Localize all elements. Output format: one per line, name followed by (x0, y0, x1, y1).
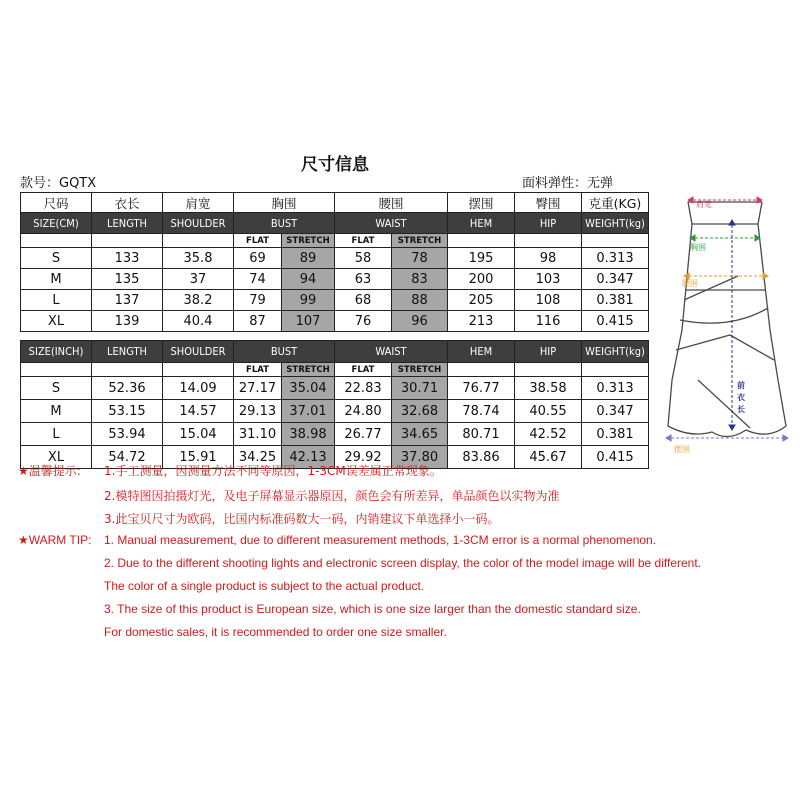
waist-flat-cell: 29.92 (335, 446, 392, 469)
cn-header-cell: 克重(KG) (582, 193, 649, 213)
length-cell: 139 (92, 311, 163, 332)
page-title: 尺寸信息 (301, 155, 369, 175)
shoulder-cell: 14.57 (163, 400, 234, 423)
en-header-cell: WEIGHT(kg) (582, 213, 649, 234)
bust-flat-cell: 74 (234, 269, 282, 290)
length-cell: 133 (92, 248, 163, 269)
shoulder-cell: 15.91 (163, 446, 234, 469)
en-tip-line-3: The color of a single product is subject to the actual product. (104, 579, 425, 593)
hip-cell: 116 (515, 311, 582, 332)
stretch-label: STRETCH (392, 234, 448, 248)
bust-flat-cell: 29.13 (234, 400, 282, 423)
en-header-cell: WAIST (335, 341, 448, 363)
length-cell: 54.72 (92, 446, 163, 469)
waist-flat-cell: 68 (335, 290, 392, 311)
cn-tip-line-2: 2.模特图因拍摄灯光，及电子屏幕显示器原因，颜色会有所差异，单品颜色以实物为准 (104, 489, 560, 503)
hem-cell: 195 (448, 248, 515, 269)
empty-cell (582, 363, 649, 377)
length-cell: 53.15 (92, 400, 163, 423)
hip-cell: 108 (515, 290, 582, 311)
bust-flat-cell: 87 (234, 311, 282, 332)
bust-stretch-cell: 94 (282, 269, 335, 290)
weight-cell: 0.313 (582, 377, 649, 400)
size-cell: M (21, 269, 92, 290)
flat-stretch-row (21, 363, 649, 377)
length-cell: 137 (92, 290, 163, 311)
en-header-row (21, 341, 649, 363)
bust-stretch-cell: 35.04 (282, 377, 335, 400)
dress-measurement-diagram (660, 180, 795, 465)
length-label-3: 长 (737, 405, 745, 414)
bust-measure (690, 235, 760, 241)
bust-flat-cell: 79 (234, 290, 282, 311)
length-cell: 52.36 (92, 377, 163, 400)
waist-label: 腰围 (682, 279, 698, 288)
size-cell: S (21, 248, 92, 269)
shoulder-cell: 40.4 (163, 311, 234, 332)
waist-stretch-cell: 83 (392, 269, 448, 290)
cn-header-cell: 肩宽 (163, 193, 234, 213)
weight-cell: 0.347 (582, 269, 649, 290)
cn-tip-line-1: 1.手工测量，因测量方法不同等原因，1-3CM误差属正常现象。 (104, 464, 442, 478)
cn-tip-line-3: 3.此宝贝尺寸为欧码，比国内标准码数大一码，内销建议下单选择小一码。 (104, 512, 500, 526)
waist-flat-cell: 26.77 (335, 423, 392, 446)
empty-cell (92, 363, 163, 377)
table-row (21, 400, 649, 423)
hip-cell: 42.52 (515, 423, 582, 446)
bust-stretch-cell: 99 (282, 290, 335, 311)
en-header-cell: HEM (448, 213, 515, 234)
shoulder-cell: 37 (163, 269, 234, 290)
empty-cell (21, 363, 92, 377)
cn-header-row (21, 193, 649, 213)
hem-cell: 76.77 (448, 377, 515, 400)
bust-stretch-cell: 42.13 (282, 446, 335, 469)
en-header-cell: BUST (234, 341, 335, 363)
en-header-cell: BUST (234, 213, 335, 234)
hip-cell: 45.67 (515, 446, 582, 469)
length-label-2: 衣 (737, 393, 745, 402)
waist-stretch-cell: 37.80 (392, 446, 448, 469)
shoulder-cell: 14.09 (163, 377, 234, 400)
shoulder-label: 肩宽 (696, 200, 712, 209)
waist-flat-cell: 24.80 (335, 400, 392, 423)
size-cell: XL (21, 311, 92, 332)
stretch-label: STRETCH (392, 363, 448, 377)
shoulder-cell: 38.2 (163, 290, 234, 311)
en-tip-line-4: 3. The size of this product is European size, which is one size larger than the domestic standard size. (104, 602, 641, 616)
bust-stretch-cell: 38.98 (282, 423, 335, 446)
weight-cell: 0.347 (582, 400, 649, 423)
size-cell: L (21, 290, 92, 311)
en-tip-line-2: 2. Due to the different shooting lights and electronic screen display, the color of the model image will be different. (104, 556, 702, 570)
en-header-cell: LENGTH (92, 213, 163, 234)
size-cell: M (21, 400, 92, 423)
empty-cell (515, 363, 582, 377)
empty-cell (163, 234, 234, 248)
hip-cell: 103 (515, 269, 582, 290)
bust-stretch-cell: 89 (282, 248, 335, 269)
flat-stretch-row (21, 234, 649, 248)
bust-label: 胸围 (690, 243, 706, 252)
bust-stretch-cell: 37.01 (282, 400, 335, 423)
en-header-cell: SIZE(CM) (21, 213, 92, 234)
length-measure (729, 220, 735, 430)
hem-cell: 205 (448, 290, 515, 311)
hem-cell: 83.86 (448, 446, 515, 469)
en-header-cell: SHOULDER (163, 213, 234, 234)
empty-cell (163, 363, 234, 377)
bust-flat-cell: 27.17 (234, 377, 282, 400)
length-label-1: 前 (737, 381, 745, 390)
en-header-cell: SIZE(INCH) (21, 341, 92, 363)
flat-label: FLAT (335, 234, 392, 248)
hip-cell: 98 (515, 248, 582, 269)
en-header-cell: HEM (448, 341, 515, 363)
waist-flat-cell: 22.83 (335, 377, 392, 400)
en-header-cell: HIP (515, 213, 582, 234)
size-cell: XL (21, 446, 92, 469)
weight-cell: 0.415 (582, 311, 649, 332)
empty-cell (582, 234, 649, 248)
hem-cell: 200 (448, 269, 515, 290)
hip-cell: 38.58 (515, 377, 582, 400)
en-tip-line-5: For domestic sales, it is recommended to order one size smaller. (104, 625, 447, 639)
en-header-cell: WAIST (335, 213, 448, 234)
size-table-cm (20, 192, 649, 332)
weight-cell: 0.415 (582, 446, 649, 469)
cn-header-cell: 衣长 (92, 193, 163, 213)
shoulder-cell: 35.8 (163, 248, 234, 269)
bust-flat-cell: 31.10 (234, 423, 282, 446)
weight-cell: 0.381 (582, 423, 649, 446)
cn-tip-label: ★温馨提示: (18, 464, 81, 478)
hip-cell: 40.55 (515, 400, 582, 423)
length-cell: 135 (92, 269, 163, 290)
table-row (21, 311, 649, 332)
size-table-inch (20, 340, 649, 469)
weight-cell: 0.381 (582, 290, 649, 311)
dress-outline (668, 202, 786, 437)
table-row (21, 290, 649, 311)
waist-flat-cell: 76 (335, 311, 392, 332)
en-tip-line-1: 1. Manual measurement, due to different measurement methods, 1-3CM error is a normal phenomenon. (104, 533, 657, 547)
waist-stretch-cell: 78 (392, 248, 448, 269)
waist-stretch-cell: 96 (392, 311, 448, 332)
flat-label: FLAT (335, 363, 392, 377)
cn-header-cell: 腰围 (335, 193, 448, 213)
waist-stretch-cell: 34.65 (392, 423, 448, 446)
shoulder-cell: 15.04 (163, 423, 234, 446)
en-header-cell: LENGTH (92, 341, 163, 363)
bust-flat-cell: 69 (234, 248, 282, 269)
fabric-elasticity: 面料弹性：无弹 (522, 176, 614, 191)
flat-label: FLAT (234, 234, 282, 248)
flat-label: FLAT (234, 363, 282, 377)
empty-cell (448, 234, 515, 248)
en-header-cell: SHOULDER (163, 341, 234, 363)
waist-stretch-cell: 32.68 (392, 400, 448, 423)
size-cell: L (21, 423, 92, 446)
bust-stretch-cell: 107 (282, 311, 335, 332)
hem-cell: 80.71 (448, 423, 515, 446)
en-tip-label: ★WARM TIP: (18, 533, 92, 547)
cn-header-cell: 胸围 (234, 193, 335, 213)
cn-header-cell: 臀围 (515, 193, 582, 213)
size-cell: S (21, 377, 92, 400)
waist-flat-cell: 63 (335, 269, 392, 290)
stretch-label: STRETCH (282, 234, 335, 248)
table-row (21, 423, 649, 446)
style-number: 款号：GQTX (20, 176, 97, 191)
table-row (21, 269, 649, 290)
stretch-label: STRETCH (282, 363, 335, 377)
waist-stretch-cell: 88 (392, 290, 448, 311)
hem-label: 摆围 (674, 445, 690, 454)
empty-cell (448, 363, 515, 377)
en-header-cell: HIP (515, 341, 582, 363)
empty-cell (92, 234, 163, 248)
weight-cell: 0.313 (582, 248, 649, 269)
hem-cell: 78.74 (448, 400, 515, 423)
en-header-row (21, 213, 649, 234)
table-row (21, 248, 649, 269)
empty-cell (515, 234, 582, 248)
en-header-cell: WEIGHT(kg) (582, 341, 649, 363)
waist-flat-cell: 58 (335, 248, 392, 269)
cn-header-cell: 摆围 (448, 193, 515, 213)
waist-stretch-cell: 30.71 (392, 377, 448, 400)
table-row (21, 377, 649, 400)
hem-cell: 213 (448, 311, 515, 332)
empty-cell (21, 234, 92, 248)
length-cell: 53.94 (92, 423, 163, 446)
cn-header-cell: 尺码 (21, 193, 92, 213)
bust-flat-cell: 34.25 (234, 446, 282, 469)
